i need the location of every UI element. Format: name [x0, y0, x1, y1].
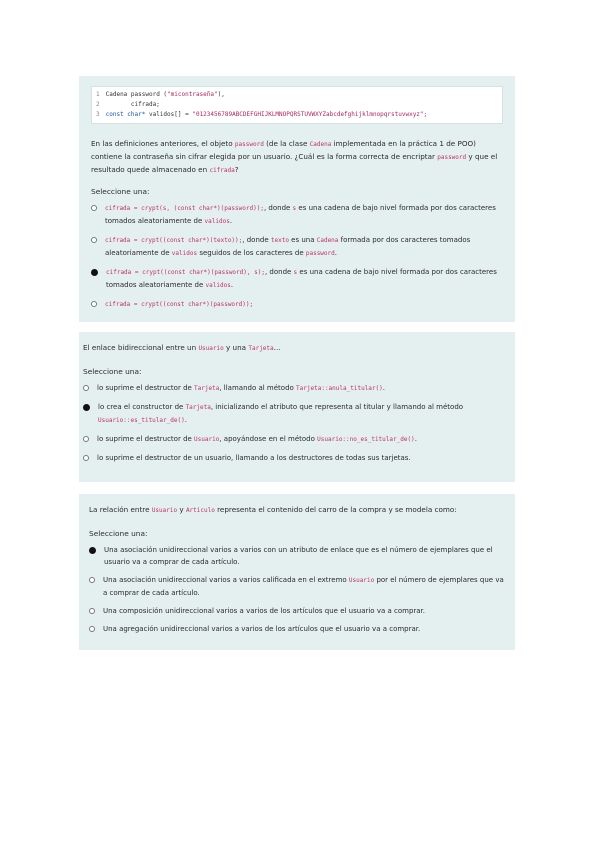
answer-option[interactable] — [91, 298, 503, 311]
code-string: "micontraseña" — [167, 91, 218, 98]
code-string: "0123456789ABCDEFGHIJKLMNOPQRSTUVWXYZabcdefghijklmnopqrstuvwxyz"; — [192, 111, 428, 118]
option-text: Una asociación unidireccional varios a varios con un atributo de enlace que es el número de ejemplares que el usuario va a comprar de cada artículo. — [104, 546, 493, 566]
option-text: lo crea el constructor de Tarjeta, inicializando el atributo que representa al titular y llamando al método Usuario::es_titular_de(). — [98, 403, 464, 424]
question-text: El enlace bidireccional entre un Usuario y una Tarjeta... — [83, 343, 281, 352]
option-text: Una asociación unidireccional varios a varios calificada en el extremo Usuario por el número de ejemplares que va a comprar de cada artículo. — [103, 576, 504, 597]
select-prompt: Seleccione una: — [89, 529, 148, 538]
question-card-1 — [79, 76, 515, 322]
answer-option[interactable] — [91, 234, 503, 260]
answer-option[interactable] — [83, 382, 509, 395]
answer-option[interactable] — [89, 605, 507, 617]
answer-option-selected[interactable] — [89, 544, 507, 568]
answer-option[interactable] — [89, 623, 507, 635]
answer-option[interactable] — [83, 433, 509, 446]
question-card-3 — [79, 494, 515, 650]
line-number: 3 — [96, 111, 100, 118]
option-text: lo suprime el destructor de Usuario, apoyándose en el método Usuario::no_es_titular_de(). — [97, 435, 417, 443]
option-text: Una agregación unidireccional varios a varios de los artículos que el usuario va a comprar. — [103, 625, 421, 633]
line-number: 1 — [96, 91, 100, 98]
select-prompt: Seleccione una: — [91, 187, 150, 196]
radio-button[interactable] — [89, 608, 95, 614]
answer-option-selected[interactable] — [83, 401, 509, 427]
select-prompt: Seleccione una: — [83, 367, 142, 376]
radio-button[interactable] — [83, 455, 89, 461]
answer-option[interactable] — [89, 574, 507, 599]
option-text: cifrada = crypt((const char*)(password), s);, donde s es una cadena de bajo nivel formada por dos caracteres tomados aleatoriamente de validos. — [106, 268, 497, 289]
radio-button[interactable] — [91, 301, 97, 307]
option-text: lo suprime el destructor de Tarjeta, llamando al método Tarjeta::anula_titular(). — [97, 384, 385, 392]
radio-button[interactable] — [89, 577, 95, 583]
radio-button[interactable] — [89, 626, 95, 632]
question-text: La relación entre Usuario y Articulo representa el contenido del carro de la compra y se modela como: — [89, 505, 457, 514]
radio-button-checked[interactable] — [91, 269, 98, 276]
code-text: cifrada; — [105, 101, 160, 108]
code-block — [91, 86, 503, 124]
question-card-2 — [79, 332, 515, 482]
radio-button[interactable] — [91, 205, 97, 211]
option-text: cifrada = crypt(s, (const char*)(password));, donde s es una cadena de bajo nivel formada por dos caracteres tomados aleatoriamente de validos. — [105, 204, 496, 225]
line-number: 2 — [96, 101, 100, 108]
code-keyword: const char* — [105, 111, 146, 118]
answer-option-selected[interactable] — [91, 266, 503, 292]
option-text: cifrada = crypt((const char*)(texto));, donde texto es una Cadena formada por dos caracteres tomados aleatoriamente de validos seguidos de los caracteres de password. — [105, 236, 471, 257]
code-text: validos[] = — [145, 111, 193, 118]
radio-button-checked[interactable] — [83, 404, 90, 411]
answer-option[interactable] — [91, 202, 503, 228]
radio-button[interactable] — [91, 237, 97, 243]
question-text: En las definiciones anteriores, el objeto password (de la clase Cadena implementada en la práctica 1 de POO) contiene la contraseña sin cifrar elegida por un usuario. ¿Cuál es la forma correcta de encriptar password y que el resultado quede almacenado en cifrada? — [91, 139, 498, 174]
code-text: ), — [217, 91, 225, 98]
option-text: cifrada = crypt((const char*)(password)); — [105, 301, 254, 308]
radio-button-checked[interactable] — [89, 547, 96, 554]
option-text: lo suprime el destructor de un usuario, llamando a los destructores de todas sus tarjetas. — [97, 454, 411, 462]
answer-option[interactable] — [83, 452, 509, 464]
code-text: Cadena password ( — [105, 91, 168, 98]
radio-button[interactable] — [83, 436, 89, 442]
radio-button[interactable] — [83, 385, 89, 391]
option-text: Una composición unidireccional varios a varios de los artículos que el usuario va a comprar. — [103, 607, 426, 615]
